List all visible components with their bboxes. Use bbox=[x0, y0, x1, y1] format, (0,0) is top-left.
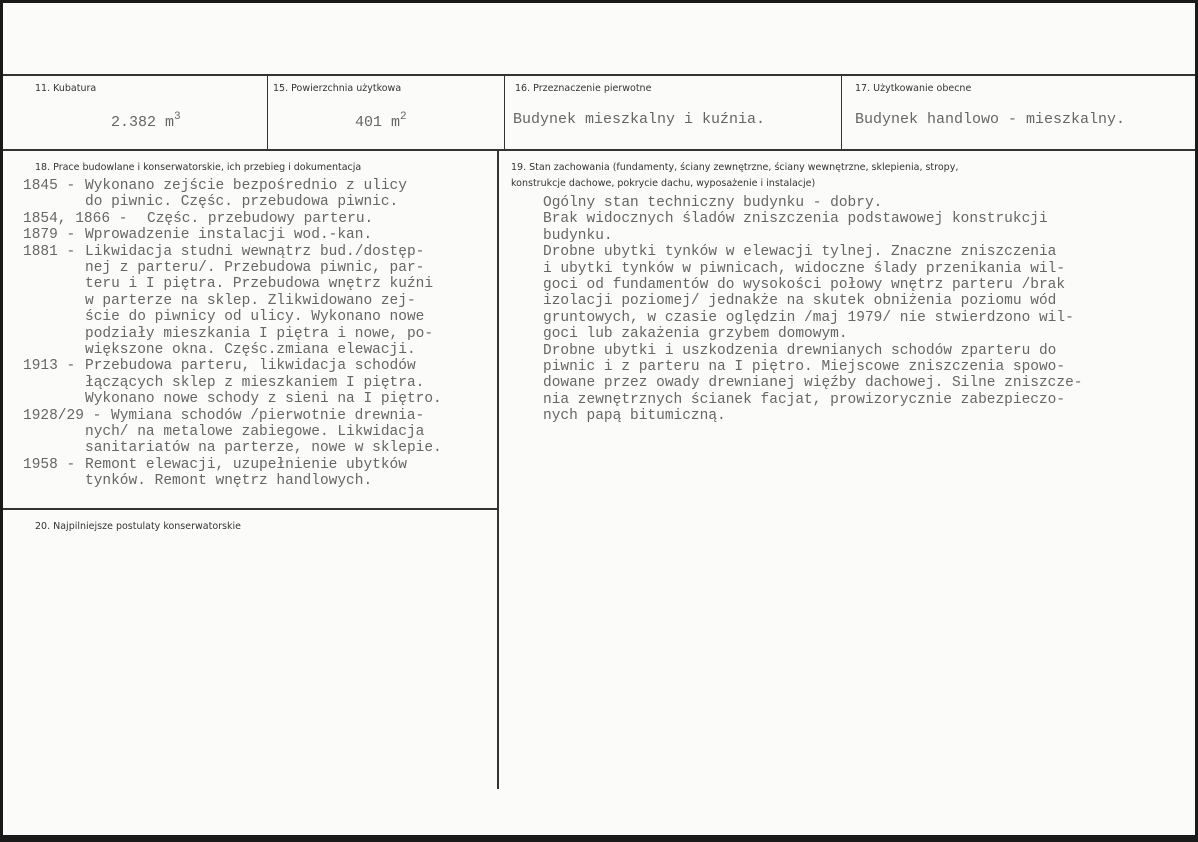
section-20-label: 20. Najpilniejsze postulaty konserwatorskie bbox=[35, 521, 241, 532]
section-19-label: 19. Stan zachowania (fundamenty, ściany zewnętrzne, ściany wewnętrzne, sklepienia, stropy, bbox=[511, 162, 959, 173]
text-line: goci od fundamentów do wysokości połowy wnętrz parteru /brak bbox=[543, 276, 1066, 293]
text-line: Drobne ubytki i uszkodzenia drewnianych schodów zparteru do bbox=[543, 342, 1057, 359]
powierzchnia-value: 401 $m^2$ bbox=[355, 111, 407, 131]
text-line: dowane przez owady drewnianej więźby dachowej. Silne zniszcze- bbox=[543, 375, 1083, 392]
text-line: izolacji poziomej/ jednakże na skutek obniżenia poziomu wód bbox=[543, 293, 1057, 310]
przeznaczenie-label: 16. Przeznaczenie pierwotne bbox=[515, 83, 652, 94]
kubatura-label: 11. Kubatura bbox=[35, 83, 97, 94]
text-line: Drobne ubytki tynków w elewacji tylnej. Znaczne zniszczenia bbox=[543, 244, 1057, 261]
section-18-label: 18. Prace budowlane i konserwatorskie, ich przebieg i dokumentacja bbox=[35, 162, 362, 173]
text-line: Brak widocznych śladów zniszczenia podstawowej konstrukcji bbox=[543, 211, 1048, 228]
middle-rule bbox=[3, 149, 1195, 151]
przeznaczenie-value: Budynek mieszkalny i kuźnia. bbox=[513, 111, 766, 128]
powierzchnia-label: 15. Powierzchnia użytkowa bbox=[273, 83, 402, 94]
text-line: gruntowych, w czasie oględzin /maj 1979/ nie stwierdzono wil- bbox=[543, 309, 1074, 326]
text-line: i ubytki tynków w piwnicach, widoczne ślady przenikania wil- bbox=[543, 260, 1066, 277]
record-card bbox=[3, 3, 1195, 835]
text-line: nych papą bitumiczną. bbox=[543, 408, 726, 425]
section-19-label-cont: konstrukcje dachowe, pokrycie dachu, wyposażenie i instalacje) bbox=[511, 178, 816, 189]
text-line: goci lub zakażenia grzybem domowym. bbox=[543, 326, 848, 343]
uzytkowanie-label: 17. Użytkowanie obecne bbox=[855, 83, 972, 94]
uzytkowanie-value: Budynek handlowo - mieszkalny. bbox=[855, 111, 1126, 128]
top-rule bbox=[3, 74, 1195, 76]
text-line: nia zewnętrznych ścianek facjat, prowizorycznie zabezpieczo- bbox=[543, 391, 1066, 408]
divider-3 bbox=[841, 75, 842, 150]
divider-2 bbox=[504, 75, 505, 150]
text-line: budynku. bbox=[543, 227, 613, 244]
section-18-entries: 1845 - Wykonano zejście bezpośrednio z ulicy do piwnic. Częśc. przebudowa piwnic. 1854, 1866 - Częśc. przebudowy parteru. 1879 - Wprowadzenie instalacji wod.-kan. 1881 - Likwidacja studni wewnątrz bud./dostęp- nej z parteru/. Przebudowa piwnic, par- teru i I piętra. Przebudowa wnętrz kuźni w parterze na sklep. Zlikwidowano zej- ście do piwnicy od ulicy. Wykonano nowe podziały mieszkania I piętra i nowe, po- większone okna. Częśc.zmiana elewacji. 1913 - Przebudowa parteru, likwidacja schodów łączących sklep z mieszkaniem I piętra. Wykonano nowe schody z sieni na I piętro. 1928/29 - Wymiana schodów /pierwotnie drewnia- nych/ na metalowe zabiegowe. Likwidacja sanitariatów na parterze, nowe w sklepie. 1958 - Remont elewacji, uzupełnienie ubytków tynków. Remont wnętrz handlowych. bbox=[23, 178, 442, 490]
text-line: piwnic i z parteru na I piętro. Miejscowe zniszczenia spowo- bbox=[543, 358, 1066, 375]
text-line: Ogólny stan techniczny budynku - dobry. bbox=[543, 195, 883, 211]
section-18-bottom-rule bbox=[3, 508, 497, 510]
section-19-text bbox=[543, 195, 1188, 424]
divider-1 bbox=[267, 75, 268, 150]
kubatura-value: 2.382 $m^3$ bbox=[111, 111, 181, 131]
